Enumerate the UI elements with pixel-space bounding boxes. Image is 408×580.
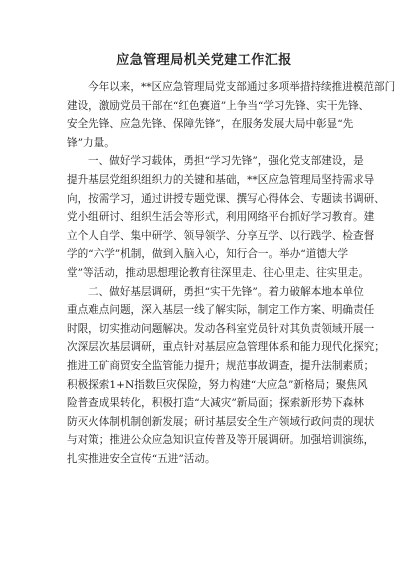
text-line: 党小组研讨、组织生活会等形式，利用网络平台抓好学习教育。建: [67, 211, 375, 224]
text-line: 安全先锋、应急先锋、保障先锋”，在服务发展大局中彰显“先: [67, 118, 354, 131]
text-line: 重点难点问题，深入基层一线了解实际，制定工作方案、明确责任: [67, 304, 375, 317]
text-line: 时限，切实推动问题解决。发动各科室党员针对其负责领域开展一: [67, 322, 375, 335]
text-line: 次深层次基层调研，重点针对基层应急管理体系和能力现代化探究；: [67, 341, 385, 354]
text-line: 扎实推进安全宣传“五进”活动。: [67, 452, 216, 465]
text-line: 一、做好学习载体，勇担“学习先锋”，强化党支部建设，是: [88, 155, 364, 168]
text-line: 二、做好基层调研，勇担“实干先锋”。着力破解本地本单位: [88, 285, 364, 298]
text-line: 建设，激励党员干部在“红色赛道”上争当“学习先锋、实干先锋、: [67, 99, 370, 112]
text-line: 锋”力量。: [67, 136, 115, 149]
text-line: 学的“六学”机制，做到入脑入心，知行合一。举办“道德大学: [67, 248, 349, 261]
paragraph-section-two: [67, 283, 385, 469]
text-line: 提升基层党组织组织力的关键和基础，**区应急管理局坚持需求导: [67, 173, 375, 186]
text-line: 今年以来，**区应急管理局党支部通过多项举措持续推进模范部门: [88, 81, 396, 93]
text-line: 堂”等活动，推动思想理论教育往深里走、往心里走、往实里走。: [67, 266, 370, 279]
text-line: 向，按需学习，通过讲授专题党课、撰写心得体会、专题读书调研、: [67, 192, 385, 205]
text-line: 推进工矿商贸安全监管能力提升；规范事故调查，提升法制素质；: [67, 359, 375, 372]
document-title: 应急管理局机关党建工作汇报: [116, 53, 292, 68]
text-line: 积极探索1+N指数巨灾保险，努力构建“大应急”新格局；聚焦风: [67, 378, 368, 391]
text-line: 险普查成果转化，积极打造“大减灾”新局面；探索新形势下森林: [67, 397, 364, 410]
paragraph-intro: [67, 78, 396, 152]
document-body: [67, 78, 396, 468]
paragraph-section-one: [67, 152, 385, 282]
text-line: 防灭火体制机制创新发展；研讨基层安全生产领域行政问责的现状: [67, 415, 375, 428]
text-line: 与对策；推进公众应急知识宣传普及等开展调研。加强培训演练，: [67, 434, 375, 447]
text-line: 立个人自学、集中研学、领导领学、分享互学、以行践学、检查督: [67, 229, 375, 242]
